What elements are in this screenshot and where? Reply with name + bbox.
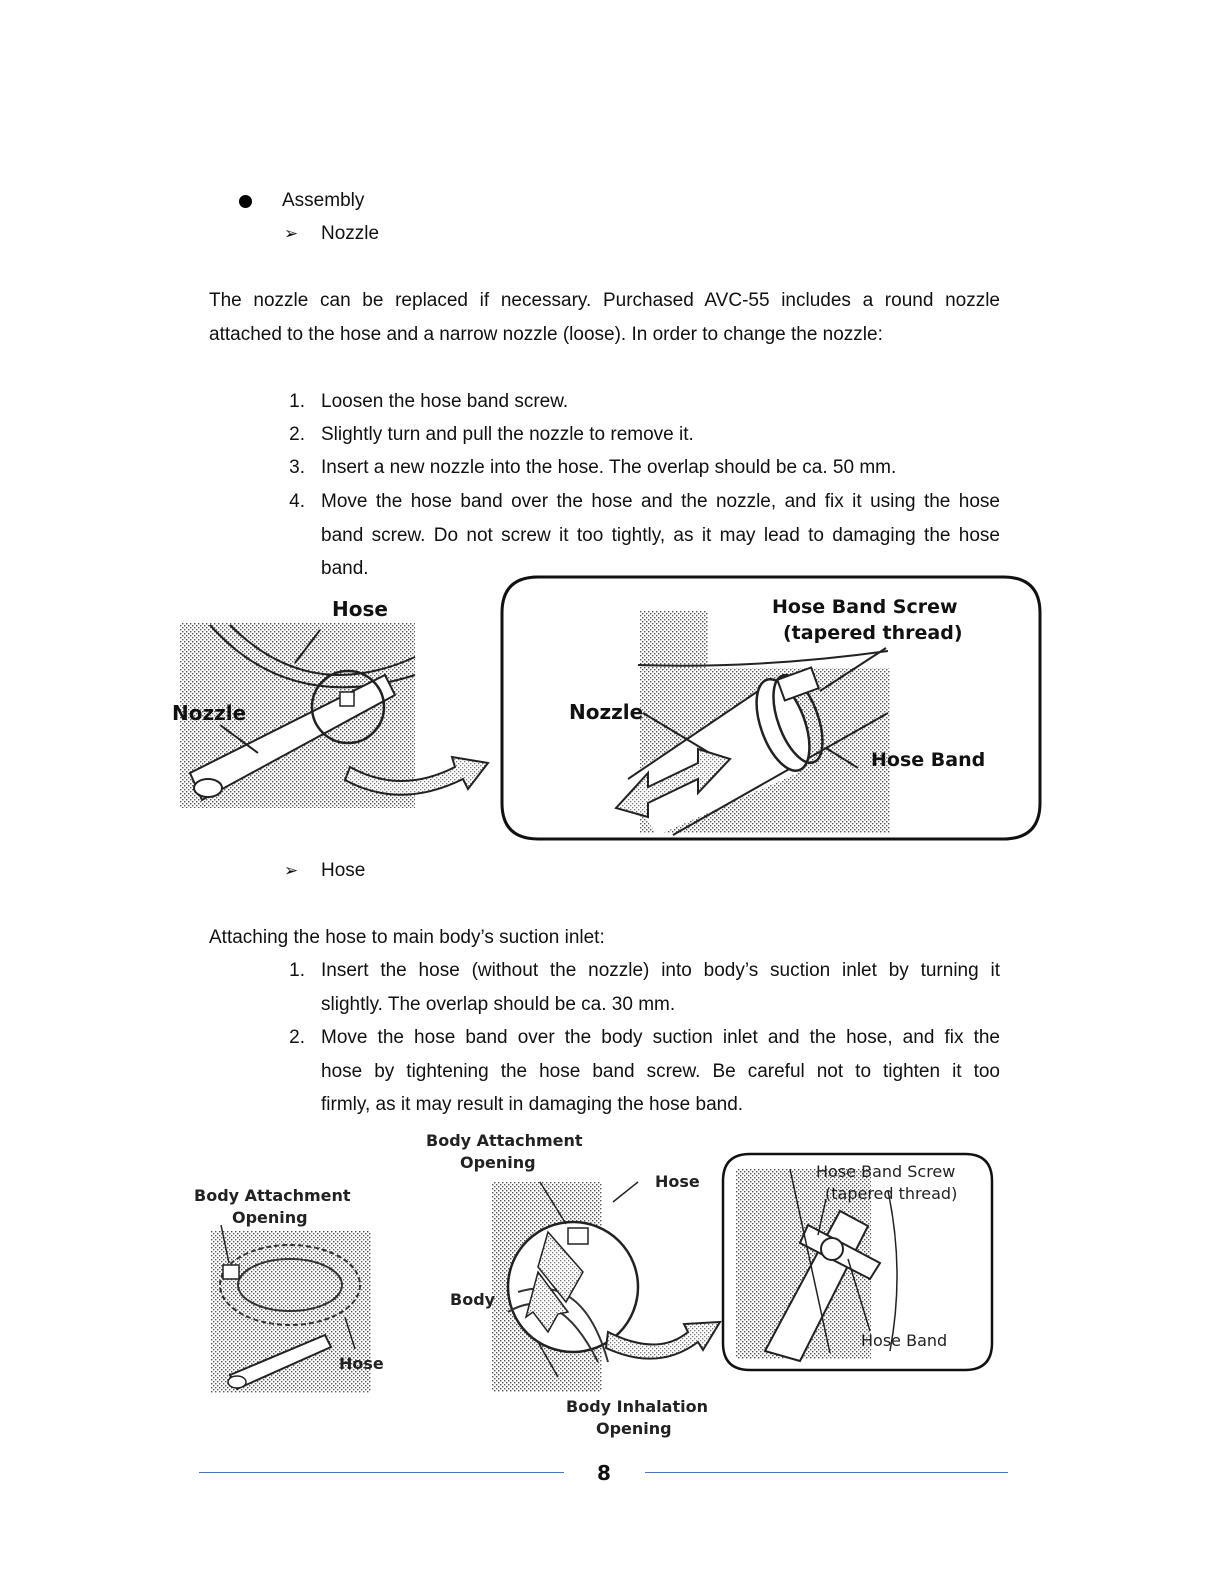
nozzle-intro-paragraph (209, 284, 1000, 351)
step-text-block (321, 954, 1000, 1021)
figure-label-opening: Opening (460, 1153, 536, 1172)
body-hose-illustration (205, 1225, 380, 1400)
step-text: Insert a new nozzle into the hose. The overlap should be ca. 50 mm. (321, 457, 897, 478)
figure-label-body-attachment: Body Attachment (194, 1186, 351, 1205)
figure-label-hose-band-screw: Hose Band Screw (816, 1162, 956, 1181)
footer-rule-right (645, 1472, 1008, 1473)
step-text: Move the hose band over the hose and the nozzle, and fix it using the hose (321, 491, 1000, 512)
step-text-block (321, 1021, 1000, 1122)
step-text: Insert the hose (without the nozzle) into body’s suction inlet by turning it (321, 960, 1000, 981)
arrow-bullet-icon: ➢ (284, 861, 299, 880)
figure-label-hose: Hose (332, 597, 388, 621)
step-number: 2. (289, 424, 305, 445)
figure-label-hose-left: Hose (339, 1354, 384, 1373)
page-number: 8 (597, 1461, 611, 1485)
figure-label-hose-band: Hose Band (871, 749, 986, 771)
figure-label-opening: Opening (232, 1208, 308, 1227)
subsection-nozzle: Nozzle (321, 223, 380, 244)
step-number: 2. (289, 1027, 305, 1048)
step-text-block (321, 485, 1000, 586)
figure-label-body-inhalation: Body Inhalation (566, 1397, 708, 1416)
step-text: Loosen the hose band screw. (321, 391, 569, 412)
step-text: band. (321, 558, 369, 579)
figure-label-nozzle-detail: Nozzle (569, 700, 644, 724)
figure-label-body: Body (450, 1290, 496, 1309)
step-text: Move the hose band over the body suction inlet and the hose, and fix the (321, 1027, 1000, 1048)
figure-label-tapered-thread: (tapered thread) (783, 622, 963, 644)
step-number: 1. (289, 391, 305, 412)
body-inlet-illustration (488, 1172, 728, 1397)
hose-intro: Attaching the hose to main body’s suction inlet: (209, 927, 605, 948)
subsection-hose: Hose (321, 860, 366, 881)
bullet-dot-icon (239, 195, 252, 208)
figure-label-hose-band: Hose Band (861, 1331, 948, 1350)
figure-label-hose-band-screw: Hose Band Screw (772, 596, 958, 618)
step-text: band screw. Do not screw it too tightly, as it may lead to damaging the hose (321, 524, 1000, 546)
figure-label-hose-mid: Hose (655, 1172, 700, 1191)
step-text: Slightly turn and pull the nozzle to remove it. (321, 424, 694, 445)
figure-label-nozzle: Nozzle (172, 701, 247, 725)
nozzle-intro-line: The nozzle can be replaced if necessary. Purchased AVC-55 includes a round nozzle (209, 290, 1000, 311)
section-heading: Assembly (282, 190, 365, 211)
step-number: 3. (289, 457, 305, 478)
step-text: firmly, as it may result in damaging the hose band. (321, 1094, 744, 1115)
footer-rule-left (199, 1472, 564, 1473)
figure-label-tapered-thread: (tapered thread) (825, 1184, 958, 1203)
figure-label-opening: Opening (596, 1419, 672, 1438)
step-number: 4. (289, 491, 305, 512)
step-text: hose by tightening the hose band screw. Be careful not to tighten it too (321, 1060, 1000, 1082)
nozzle-intro-line: attached to the hose and a narrow nozzle (loose). In order to change the nozzle: (209, 323, 883, 345)
step-text: slightly. The overlap should be ca. 30 mm. (321, 993, 676, 1015)
figure-label-body-attachment: Body Attachment (426, 1131, 583, 1150)
arrow-bullet-icon: ➢ (284, 224, 299, 243)
step-number: 1. (289, 960, 305, 981)
